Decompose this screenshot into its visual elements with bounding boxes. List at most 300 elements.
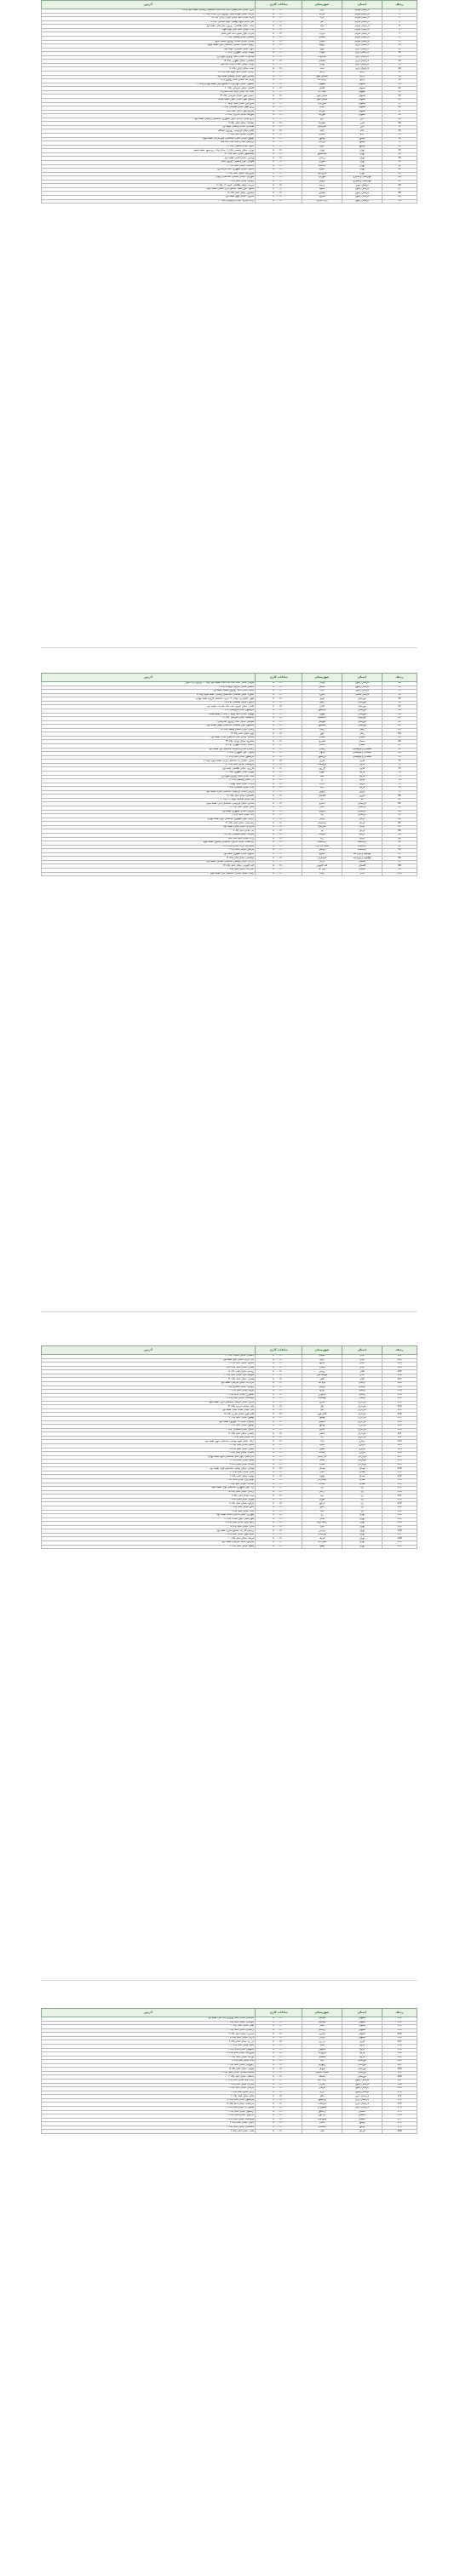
- header-province: استان: [342, 1, 382, 9]
- province-cell: خوزستان: [342, 705, 382, 709]
- city-cell: خرمشهر: [302, 709, 342, 713]
- row-index-cell: 96: [382, 857, 417, 861]
- city-cell: ملایر: [302, 1471, 342, 1475]
- city-cell: داراب: [302, 783, 342, 787]
- hours-cell: ۸:۰۰ - ۱۶:۰۰: [256, 810, 302, 814]
- row-index-cell: 81: [382, 798, 417, 802]
- province-cell: گلستان: [342, 2114, 382, 2119]
- city-cell: مشگین شهر: [302, 75, 342, 79]
- row-index-cell: 131: [382, 1471, 417, 1475]
- province-cell: لرستان: [342, 1381, 382, 1386]
- row-index-cell: 18: [382, 75, 417, 79]
- hours-cell: ۸:۰۰ - ۱۶:۰۰: [256, 2075, 302, 2080]
- address-cell: نقده، خیابان آزادی، پلاک ۷: [42, 67, 256, 72]
- city-cell: تبریز: [302, 9, 342, 14]
- city-cell: ساوه: [302, 1443, 342, 1448]
- city-cell: مراغه: [302, 13, 342, 17]
- city-cell: آمل: [302, 1408, 342, 1413]
- province-cell: هرمزگان: [342, 1455, 382, 1460]
- address-cell: رباط کریم، خیابان امام، پلاک ۵: [42, 1522, 256, 1526]
- province-cell: گلستان: [342, 869, 382, 873]
- province-cell: گیلان: [342, 1378, 382, 1382]
- hours-cell: ۸:۰۰ - ۱۶:۰۰: [256, 2056, 302, 2060]
- city-cell: ارومیه: [302, 44, 342, 49]
- row-index-cell: 179: [382, 2126, 417, 2130]
- row-index-cell: 149: [382, 1541, 417, 1546]
- row-index-cell: 92: [382, 841, 417, 846]
- address-cell: مینودشت، خیابان امام، پلاک ۲: [42, 2118, 256, 2122]
- address-cell: فیروزآباد، خیابان امام، پلاک ۸: [42, 2052, 256, 2057]
- province-cell: تهران: [342, 1514, 382, 1518]
- address-cell: سنندج، خیابان فردوسی، ساختمان آبیدر، طبقه سوم: [42, 802, 256, 806]
- row-index-cell: 95: [382, 852, 417, 857]
- header-hours: ساعات کاری: [256, 1346, 302, 1355]
- row-index-cell: 171: [382, 2095, 417, 2099]
- hours-cell: ۸:۰۰ - ۱۶:۰۰: [256, 779, 302, 783]
- city-cell: آزادشهر: [302, 2110, 342, 2114]
- city-cell: تفت: [302, 1510, 342, 1514]
- address-cell: گرگان، خیابان ولیعصر، ساختمان گلستان، طبقه دوم: [42, 860, 256, 864]
- province-cell: خوزستان: [342, 697, 382, 702]
- hours-cell: ۸:۰۰ - ۱۶:۰۰: [256, 164, 302, 169]
- address-cell: مسجد سلیمان، خیابان امام، پلاک ۱۱: [42, 2071, 256, 2075]
- city-cell: سقز: [302, 806, 342, 811]
- city-cell: کنگان: [302, 2122, 342, 2126]
- row-index-cell: 84: [382, 810, 417, 814]
- hours-cell: ۸:۰۰ - ۱۶:۰۰: [256, 1397, 302, 1402]
- address-cell: مریوان، خیابان جمهوری، طبقه اول: [42, 810, 256, 814]
- province-cell: آذربایجان غربی: [342, 60, 382, 64]
- province-cell: بوشهر: [342, 145, 382, 149]
- row-index-cell: 60: [382, 717, 417, 721]
- header-city: شهرستان: [302, 1346, 342, 1355]
- hours-cell: ۸:۰۰ - ۱۶:۰۰: [256, 184, 302, 188]
- address-cell: شوشتر، خیابان امام، روبروی بیمارستان: [42, 720, 256, 725]
- province-cell: آذربایجان غربی: [342, 67, 382, 72]
- address-cell: اندیمشک، خیابان شریعتی، پلاک ۲۷: [42, 717, 256, 721]
- province-cell: هرمزگان: [342, 1463, 382, 1467]
- province-cell: آذربایجان غربی: [342, 2098, 382, 2103]
- hours-cell: ۸:۰۰ - ۱۶:۰۰: [256, 709, 302, 713]
- address-cell: گنبد کاووس، خیابان امام، پلاک ۳۷: [42, 864, 256, 869]
- address-cell: قرچک، خیابان امام، پلاک ۱۰: [42, 1537, 256, 1541]
- address-cell: بجنورد، خیابان طالقانی، ساختمان پزشکان، طبقه سوم، واحد ۸: [42, 693, 256, 697]
- row-index-cell: 117: [382, 1417, 417, 1421]
- hours-cell: ۸:۰۰ - ۱۶:۰۰: [256, 818, 302, 822]
- address-cell: اسلام آباد غرب، خیابان امام، پلاک ۴: [42, 845, 256, 849]
- city-cell: دورود: [302, 1390, 342, 1394]
- hours-cell: ۸:۰۰ - ۱۶:۰۰: [256, 1498, 302, 1502]
- province-cell: یزد: [342, 1510, 382, 1514]
- address-cell: پاکدشت، خیابان امام، پلاک ۱۱: [42, 164, 256, 169]
- province-cell: کرمان: [342, 818, 382, 822]
- hours-cell: ۸:۰۰ - ۱۶:۰۰: [256, 2033, 302, 2037]
- hours-cell: ۸:۰۰ - ۱۶:۰۰: [256, 1471, 302, 1475]
- province-cell: خوزستان: [342, 701, 382, 705]
- row-index-cell: 154: [382, 2028, 417, 2033]
- address-cell: مراغه، خیابان خواجه نصیر، روبروی اداره پست، پلاک ۱۲: [42, 13, 256, 17]
- row-index-cell: 111: [382, 1393, 417, 1397]
- row-index-cell: 80: [382, 795, 417, 799]
- province-cell: تهران: [342, 149, 382, 153]
- city-cell: یاسوج: [302, 852, 342, 857]
- hours-cell: ۸:۰۰ - ۱۶:۰۰: [256, 1381, 302, 1386]
- province-cell: مازندران: [342, 1432, 382, 1437]
- row-index-cell: 8: [382, 36, 417, 40]
- hours-cell: ۸:۰۰ - ۱۶:۰۰: [256, 736, 302, 740]
- hours-cell: ۸:۰۰ - ۱۶:۰۰: [256, 44, 302, 49]
- address-cell: تبریز، خیابان امام خمینی، جنب بانک ملت، ساختمان پزشکان، طبقه دوم، واحد ۴: [42, 9, 256, 14]
- row-index-cell: 14: [382, 60, 417, 64]
- hours-cell: ۸:۰۰ - ۱۶:۰۰: [256, 1393, 302, 1397]
- province-cell: خراسان رضوی: [342, 690, 382, 694]
- hours-cell: ۸:۰۰ - ۱۶:۰۰: [256, 806, 302, 811]
- address-cell: تویسرکان، خیابان امام، پلاک ۴: [42, 1479, 256, 1483]
- province-cell: سیستان و بلوچستان: [342, 755, 382, 760]
- hours-cell: ۸:۰۰ - ۱۶:۰۰: [256, 1428, 302, 1432]
- hours-cell: ۸:۰۰ - ۱۶:۰۰: [256, 2021, 302, 2025]
- city-cell: سلماس: [302, 60, 342, 64]
- hours-cell: ۸:۰۰ - ۱۶:۰۰: [256, 802, 302, 806]
- address-cell: چابهار، بلوار جمهوری، پلاک ۸: [42, 752, 256, 756]
- row-index-cell: 20: [382, 83, 417, 87]
- hours-cell: ۸:۰۰ - ۱۶:۰۰: [256, 1363, 302, 1367]
- province-cell: مازندران: [342, 1405, 382, 1409]
- city-cell: چالوس: [302, 1420, 342, 1425]
- address-cell: ساری، خیابان فرهنگ، ساختمان البرز، طبقه سوم: [42, 1401, 256, 1405]
- hours-cell: ۸:۰۰ - ۱۶:۰۰: [256, 25, 302, 29]
- address-cell: اصفهان، خیابان چهارباغ بالا، مجتمع کوثر، طبقه چهارم، واحد ۱۲: [42, 83, 256, 87]
- hours-cell: ۸:۰۰ - ۱۶:۰۰: [256, 187, 302, 192]
- city-cell: سردشت: [302, 2103, 342, 2107]
- province-cell: خوزستان: [342, 725, 382, 729]
- hours-cell: ۸:۰۰ - ۱۶:۰۰: [256, 129, 302, 134]
- address-cell: میاندوآب، خیابان امام، روبروی شهرداری: [42, 55, 256, 60]
- city-cell: زنجان: [302, 728, 342, 732]
- row-index-cell: 77: [382, 783, 417, 787]
- address-cell: تربت جام، خیابان امام، پلاک ۱۳: [42, 2080, 256, 2084]
- address-cell: دهلران، خیابان امام، پلاک ۱۴: [42, 134, 256, 138]
- province-cell: آذربایجان شرقی: [342, 20, 382, 25]
- address-cell: قم، خیابان صفائیه، کوچه ۲۲، پلاک ۴: [42, 798, 256, 802]
- province-cell: اردبیل: [342, 72, 382, 76]
- city-cell: میاندوآب: [302, 55, 342, 60]
- hours-cell: ۸:۰۰ - ۱۶:۰۰: [256, 841, 302, 846]
- hours-cell: ۸:۰۰ - ۱۶:۰۰: [256, 1522, 302, 1526]
- city-cell: تربت حیدریه: [302, 199, 342, 204]
- address-cell: اهواز، کیانپارس، خیابان ۱۲ غربی، ساختمان کارون، طبقه چهارم: [42, 697, 256, 702]
- city-cell: چابهار: [302, 752, 342, 756]
- hours-cell: ۸:۰۰ - ۱۶:۰۰: [256, 118, 302, 122]
- hours-cell: ۸:۰۰ - ۱۶:۰۰: [256, 740, 302, 744]
- row-index-cell: 157: [382, 2040, 417, 2045]
- city-cell: آبادان: [302, 705, 342, 709]
- province-cell: کردستان: [342, 806, 382, 811]
- city-cell: بم: [302, 829, 342, 834]
- hours-cell: ۸:۰۰ - ۱۶:۰۰: [256, 857, 302, 861]
- city-cell: تالش: [302, 1378, 342, 1382]
- address-cell: خوانسار، خیابان امام، پلاک ۴: [42, 2021, 256, 2025]
- row-index-cell: 127: [382, 1455, 417, 1460]
- hours-cell: ۸:۰۰ - ۱۶:۰۰: [256, 1448, 302, 1452]
- hours-cell: ۸:۰۰ - ۱۶:۰۰: [256, 787, 302, 791]
- city-cell: هرسین: [302, 849, 342, 853]
- page-divider: [41, 647, 417, 648]
- address-cell: خرم آباد، خیابان شریعتی، طبقه دوم: [42, 1381, 256, 1386]
- address-cell: ارومیه، خیابان کاشانی، ساختمان نگین، طبقه سوم: [42, 44, 256, 49]
- province-cell: اصفهان: [342, 2025, 382, 2029]
- province-cell: سمنان: [342, 744, 382, 749]
- hours-cell: ۸:۰۰ - ۱۶:۰۰: [256, 2052, 302, 2057]
- hours-cell: ۸:۰۰ - ۱۶:۰۰: [256, 1514, 302, 1518]
- row-index-cell: 139: [382, 1502, 417, 1506]
- address-cell: کرمانشاه، خیابان مدرس، ساختمان بیستون، طبقه سوم: [42, 841, 256, 846]
- province-cell: یزد: [342, 1498, 382, 1502]
- table-header-row: [42, 2009, 417, 2017]
- schedule-table-2: [41, 673, 417, 876]
- province-cell: فارس: [342, 2052, 382, 2057]
- city-cell: جهرم: [302, 771, 342, 775]
- address-cell: جیرفت، خیابان طالقانی، پلاک ۱۵: [42, 833, 256, 837]
- province-cell: مازندران: [342, 1428, 382, 1432]
- province-cell: ایلام: [342, 129, 382, 134]
- city-cell: شوش: [302, 2068, 342, 2072]
- city-cell: تنکابن: [302, 1428, 342, 1432]
- province-cell: گیلان: [342, 1363, 382, 1367]
- city-cell: رفسنجان: [302, 822, 342, 826]
- city-cell: خمین: [302, 1448, 342, 1452]
- city-cell: اقلید: [302, 2044, 342, 2048]
- province-cell: مازندران: [342, 1401, 382, 1405]
- province-cell: آذربایجان غربی: [342, 2106, 382, 2110]
- province-cell: فارس: [342, 775, 382, 779]
- row-index-cell: 33: [382, 134, 417, 138]
- province-cell: تهران: [342, 164, 382, 169]
- address-cell: بندرعباس، بلوار امام، ساختمان خلیج، طبقه چهارم: [42, 1455, 256, 1460]
- city-cell: قائم شهر: [302, 1413, 342, 1417]
- address-cell: سراب، بلوار بسیج، جنب آتش نشانی: [42, 32, 256, 37]
- row-index-cell: 175: [382, 2110, 417, 2114]
- city-cell: نظرآباد: [302, 122, 342, 126]
- province-cell: کرمان: [342, 2130, 382, 2134]
- address-cell: جهرم، خیابان مطهری، پلاک ۳۹: [42, 771, 256, 775]
- city-cell: اردکان: [302, 1490, 342, 1495]
- province-cell: آذربایجان شرقی: [342, 32, 382, 37]
- row-index-cell: 57: [382, 705, 417, 709]
- hours-cell: ۸:۰۰ - ۱۶:۰۰: [256, 1355, 302, 1359]
- row-index-cell: 4: [382, 20, 417, 25]
- row-index-cell: 23: [382, 95, 417, 99]
- address-cell: ابهر، خیابان امام، پلاک ۱۳: [42, 732, 256, 737]
- address-cell: شاهرود، خیابان تهران، پلاک ۳۴: [42, 740, 256, 744]
- province-cell: البرز: [342, 122, 382, 126]
- row-index-cell: 153: [382, 2025, 417, 2029]
- address-cell: کرج، میدان آزادگان، بلوار جمهوری، ساختمان پارسیان، طبقه دوم: [42, 118, 256, 122]
- address-cell: هشتپر، خیابان امام، پلاک ۲۲: [42, 1378, 256, 1382]
- city-cell: کرمان: [302, 818, 342, 822]
- address-cell: اردکان، خیابان امام، پلاک ۱۵: [42, 1490, 256, 1495]
- city-cell: باغملک: [302, 2075, 342, 2080]
- hours-cell: ۸:۰۰ - ۱۶:۰۰: [256, 2110, 302, 2114]
- hours-cell: ۸:۰۰ - ۱۶:۰۰: [256, 1529, 302, 1534]
- row-index-cell: 174: [382, 2106, 417, 2110]
- row-index-cell: 116: [382, 1413, 417, 1417]
- city-cell: لار: [302, 779, 342, 783]
- header-province: استان: [342, 674, 382, 682]
- address-cell: مبارکه، بلوار آزادی، جنب بانک: [42, 110, 256, 114]
- province-cell: خوزستان: [342, 709, 382, 713]
- city-cell: شهرکرد: [302, 176, 342, 181]
- hours-cell: ۸:۰۰ - ۱۶:۰۰: [256, 83, 302, 87]
- header-index: ردیف: [382, 1346, 417, 1355]
- address-cell: زنجان، خیابان سعدی وسط، پلاک ۵۶: [42, 728, 256, 732]
- hours-cell: ۸:۰۰ - ۱۶:۰۰: [256, 872, 302, 876]
- row-index-cell: 143: [382, 1517, 417, 1522]
- row-index-cell: 155: [382, 2033, 417, 2037]
- province-cell: کردستان: [342, 802, 382, 806]
- province-cell: اصفهان: [342, 90, 382, 95]
- province-cell: خراسان رضوی: [342, 196, 382, 200]
- province-cell: چهارمحال و بختیاری: [342, 180, 382, 184]
- province-cell: تهران: [342, 157, 382, 161]
- province-cell: تهران: [342, 152, 382, 157]
- row-index-cell: 43: [382, 172, 417, 176]
- city-cell: میبد: [302, 1495, 342, 1499]
- city-cell: دماوند: [302, 169, 342, 173]
- address-cell: سیرجان، خیابان قدس، طبقه دوم: [42, 825, 256, 829]
- hours-cell: ۸:۰۰ - ۱۶:۰۰: [256, 1432, 302, 1437]
- city-cell: ورامین: [302, 157, 342, 161]
- address-cell: بافت، خیابان امام، پلاک ۶: [42, 2130, 256, 2134]
- address-cell: شهر قدس، بلوار انقلاب، پلاک ۱۲: [42, 1517, 256, 1522]
- city-cell: رباط کریم: [302, 1522, 342, 1526]
- city-cell: کردکوی: [302, 2114, 342, 2119]
- address-cell: لنگرود، خیابان امام، پلاک ۸: [42, 1363, 256, 1367]
- address-cell: شیراز، خیابان زند، ساختمان پارس، طبقه سوم، واحد ۷: [42, 760, 256, 764]
- hours-cell: ۸:۰۰ - ۱۶:۰۰: [256, 864, 302, 869]
- row-index-cell: 135: [382, 1487, 417, 1491]
- row-index-cell: 26: [382, 106, 417, 111]
- address-cell: هشتگرد، خیابان ولیعصر، طبقه اول: [42, 125, 256, 129]
- schedule-table-1: [41, 0, 417, 204]
- hours-cell: ۸:۰۰ - ۱۶:۰۰: [256, 755, 302, 760]
- hours-cell: ۸:۰۰ - ۱۶:۰۰: [256, 2028, 302, 2033]
- address-cell: یاسوج، خیابان مطهری، طبقه اول: [42, 852, 256, 857]
- province-cell: گلستان: [342, 860, 382, 864]
- row-index-cell: 10: [382, 44, 417, 49]
- province-cell: کرمان: [342, 837, 382, 841]
- hours-cell: ۸:۰۰ - ۱۶:۰۰: [256, 1490, 302, 1495]
- city-cell: استهبان: [302, 2048, 342, 2052]
- address-cell: بانه، خیابان امام، پلاک ۹: [42, 814, 256, 818]
- province-cell: گیلان: [342, 1355, 382, 1359]
- city-cell: بهشهر: [302, 1417, 342, 1421]
- row-index-cell: 133: [382, 1479, 417, 1483]
- row-index-cell: 66: [382, 740, 417, 744]
- row-index-cell: 38: [382, 152, 417, 157]
- province-cell: خراسان رضوی: [342, 192, 382, 196]
- address-cell: قائم شهر، خیابان ساری، پلاک ۱۸: [42, 1413, 256, 1417]
- row-index-cell: 93: [382, 845, 417, 849]
- hours-cell: ۸:۰۰ - ۱۶:۰۰: [256, 137, 302, 141]
- city-cell: گنبد کاووس: [302, 864, 342, 869]
- hours-cell: ۸:۰۰ - ۱۶:۰۰: [256, 149, 302, 153]
- province-cell: تهران: [342, 1541, 382, 1546]
- province-cell: گیلان: [342, 1366, 382, 1370]
- hours-cell: ۸:۰۰ - ۱۶:۰۰: [256, 1425, 302, 1429]
- address-cell: کوهدشت، خیابان امام، پلاک ۹: [42, 1397, 256, 1402]
- city-cell: فیروزآباد: [302, 2052, 342, 2057]
- province-cell: لرستان: [342, 1390, 382, 1394]
- row-index-cell: 141: [382, 1510, 417, 1514]
- hours-cell: ۸:۰۰ - ۱۶:۰۰: [256, 2036, 302, 2040]
- hours-cell: ۸:۰۰ - ۱۶:۰۰: [256, 728, 302, 732]
- row-index-cell: 108: [382, 1381, 417, 1386]
- province-cell: اصفهان: [342, 114, 382, 118]
- city-cell: خوی: [302, 48, 342, 52]
- address-cell: میناب، خیابان امام، پلاک ۸: [42, 1463, 256, 1467]
- hours-cell: ۸:۰۰ - ۱۶:۰۰: [256, 2063, 302, 2068]
- province-cell: تهران: [342, 169, 382, 173]
- row-index-cell: 125: [382, 1448, 417, 1452]
- row-index-cell: 129: [382, 1463, 417, 1467]
- province-cell: زنجان: [342, 732, 382, 737]
- province-cell: کهگیلویه و بویراحمد: [342, 852, 382, 857]
- address-cell: بروجن، خیابان امام، پلاک ۳: [42, 180, 256, 184]
- city-cell: فیروزکوه: [302, 172, 342, 176]
- province-cell: کرمان: [342, 825, 382, 829]
- hours-cell: ۸:۰۰ - ۱۶:۰۰: [256, 2083, 302, 2087]
- city-cell: همدان: [302, 1467, 342, 1472]
- city-cell: مهاباد: [302, 52, 342, 56]
- row-index-cell: 94: [382, 849, 417, 853]
- province-cell: خراسان رضوی: [342, 2087, 382, 2091]
- province-cell: بوشهر: [342, 2122, 382, 2126]
- city-cell: گناباد: [302, 690, 342, 694]
- row-index-cell: 128: [382, 1460, 417, 1464]
- city-cell: فلاورجان: [302, 102, 342, 106]
- row-index-cell: 6: [382, 28, 417, 32]
- address-cell: کردکوی، خیابان امام، پلاک ۷: [42, 2114, 256, 2119]
- hours-cell: ۸:۰۰ - ۱۶:۰۰: [256, 690, 302, 694]
- row-index-cell: 161: [382, 2056, 417, 2060]
- address-cell: نوشهر، خیابان امام، پلاک ۱۲: [42, 1425, 256, 1429]
- address-cell: زرین شهر، خیابان طالقانی، پلاک ۴: [42, 106, 256, 111]
- address-cell: اقلید، خیابان امام، پلاک ۲: [42, 2044, 256, 2048]
- province-cell: خراسان جنوبی: [342, 184, 382, 188]
- province-cell: تهران: [342, 160, 382, 164]
- address-cell: اهر، خیابان شهید بهشتی، کوچه گلستان، پلاک ۸: [42, 20, 256, 25]
- row-index-cell: 5: [382, 25, 417, 29]
- hours-cell: ۸:۰۰ - ۱۶:۰۰: [256, 790, 302, 795]
- address-cell: نهاوند، خیابان امام، پلاک ۶: [42, 1475, 256, 1479]
- city-cell: شاهین شهر: [302, 98, 342, 102]
- address-cell: سلماس، خیابان مطهری، پلاک ۱۹: [42, 60, 256, 64]
- address-cell: تربت حیدریه، خیابان فردوسی، پلاک ۲۰: [42, 199, 256, 204]
- row-index-cell: 53: [382, 690, 417, 694]
- row-index-cell: 71: [382, 760, 417, 764]
- province-cell: فارس: [342, 767, 382, 772]
- address-cell: زرند، خیابان امام، جنب بانک: [42, 837, 256, 841]
- row-index-cell: 9: [382, 40, 417, 44]
- hours-cell: ۸:۰۰ - ۱۶:۰۰: [256, 1420, 302, 1425]
- address-cell: بوشهر، خیابان سنگی، ساختمان خلیج فارس، طبقه سوم: [42, 137, 256, 141]
- hours-cell: ۸:۰۰ - ۱۶:۰۰: [256, 1386, 302, 1390]
- hours-cell: ۸:۰۰ - ۱۶:۰۰: [256, 1467, 302, 1472]
- address-cell: باغملک، خیابان امام، پلاک ۲: [42, 2075, 256, 2080]
- address-cell: میبد، خیابان امام، پلاک ۷: [42, 1495, 256, 1499]
- province-cell: فارس: [342, 771, 382, 775]
